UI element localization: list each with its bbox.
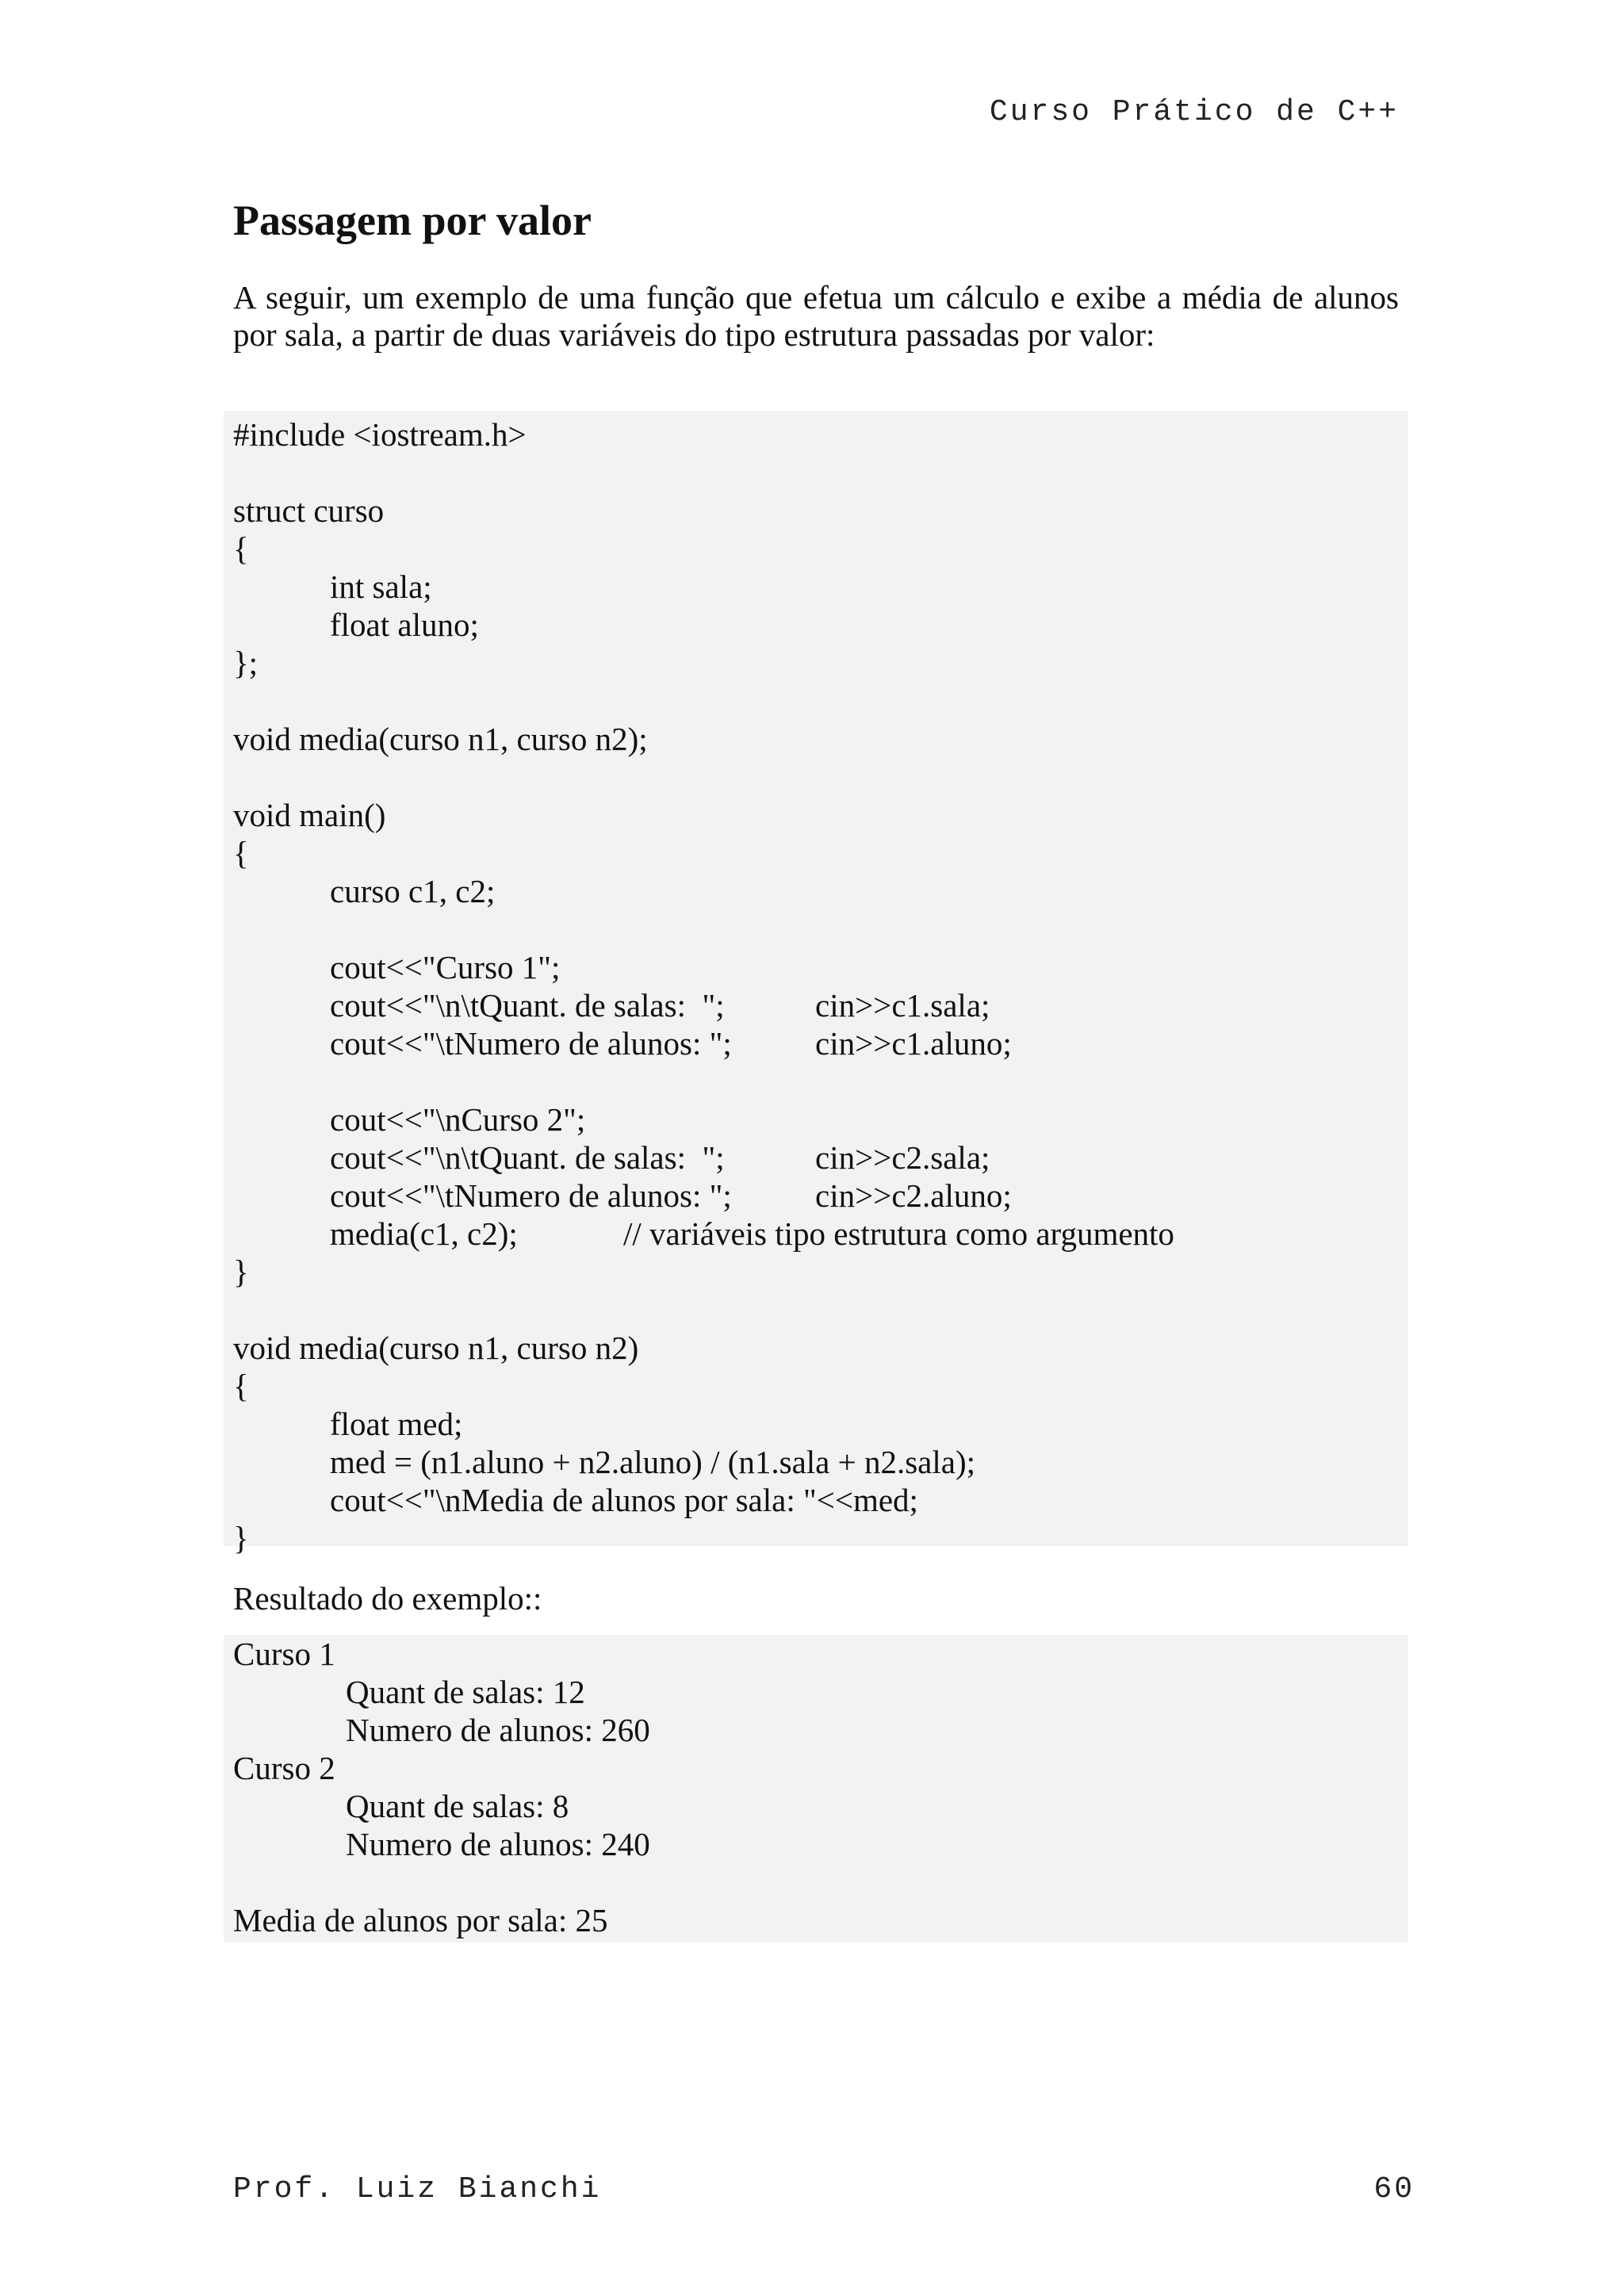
code-line-include: #include <iostream.h> (233, 416, 527, 453)
code-line-call-media: media(c1, c2); (330, 1215, 518, 1252)
code-line-cout-quant1: cout<<"\n\tQuant. de salas: "; (330, 987, 725, 1024)
code-line-cout-quant2: cout<<"\n\tQuant. de salas: "; (330, 1139, 725, 1176)
code-line-brace: } (233, 1520, 249, 1556)
code-line-struct-close: }; (233, 645, 259, 681)
running-header: Curso Prático de C++ (989, 95, 1399, 129)
code-line-field-sala: int sala; (330, 568, 432, 605)
code-line-struct: struct curso (233, 492, 385, 529)
page-number: 60 (1373, 2172, 1415, 2206)
output-line: Curso 2 (233, 1750, 335, 1786)
code-line-vars: curso c1, c2; (330, 873, 496, 909)
code-line-main-signature: void main() (233, 797, 386, 833)
result-label: Resultado do exemplo:: (233, 1580, 542, 1617)
code-line-cout-media: cout<<"\nMedia de alunos por sala: "<<med; (330, 1482, 918, 1518)
output-line: Quant de salas: 8 (346, 1788, 569, 1824)
code-line-brace: { (233, 835, 249, 871)
code-line-cout-curso1: cout<<"Curso 1"; (330, 949, 561, 985)
code-line-cout-num1: cout<<"\tNumero de alunos: "; (330, 1025, 732, 1062)
code-comment: // variáveis tipo estrutura como argumento (623, 1215, 1174, 1252)
code-line-prototype: void media(curso n1, curso n2); (233, 721, 648, 757)
code-line-brace: { (233, 1368, 249, 1404)
code-line-float-med: float med; (330, 1406, 463, 1442)
output-line: Media de alunos por sala: 25 (233, 1902, 608, 1938)
code-line-cout-num2: cout<<"\tNumero de alunos: "; (330, 1177, 732, 1214)
code-block (224, 411, 1408, 1556)
output-line: Quant de salas: 12 (346, 1674, 585, 1710)
code-line-brace: { (233, 530, 249, 567)
section-title: Passagem por valor (233, 197, 592, 244)
code-line-cout-curso2: cout<<"\nCurso 2"; (330, 1101, 586, 1138)
output-block (224, 1635, 1408, 1942)
code-line-cin-sala2: cin>>c2.sala; (815, 1139, 990, 1176)
footer-author: Prof. Luiz Bianchi (233, 2172, 602, 2206)
code-line-field-aluno: float aluno; (330, 607, 479, 643)
intro-paragraph: A seguir, um exemplo de uma função que efetua um cálculo e exibe a média de alunos por sala, a partir de duas variáveis do tipo estrutura passadas por valor: (233, 279, 1399, 353)
output-line: Curso 1 (233, 1636, 335, 1672)
output-line: Numero de alunos: 260 (346, 1712, 650, 1748)
output-line: Numero de alunos: 240 (346, 1826, 650, 1862)
code-line-cin-aluno2: cin>>c2.aluno; (815, 1177, 1012, 1214)
code-line-cin-sala1: cin>>c1.sala; (815, 987, 990, 1024)
code-line-cin-aluno1: cin>>c1.aluno; (815, 1025, 1012, 1062)
code-line-media-signature: void media(curso n1, curso n2) (233, 1330, 639, 1366)
code-line-brace: } (233, 1253, 249, 1290)
code-line-calc: med = (n1.aluno + n2.aluno) / (n1.sala + n2.sala); (330, 1444, 976, 1480)
